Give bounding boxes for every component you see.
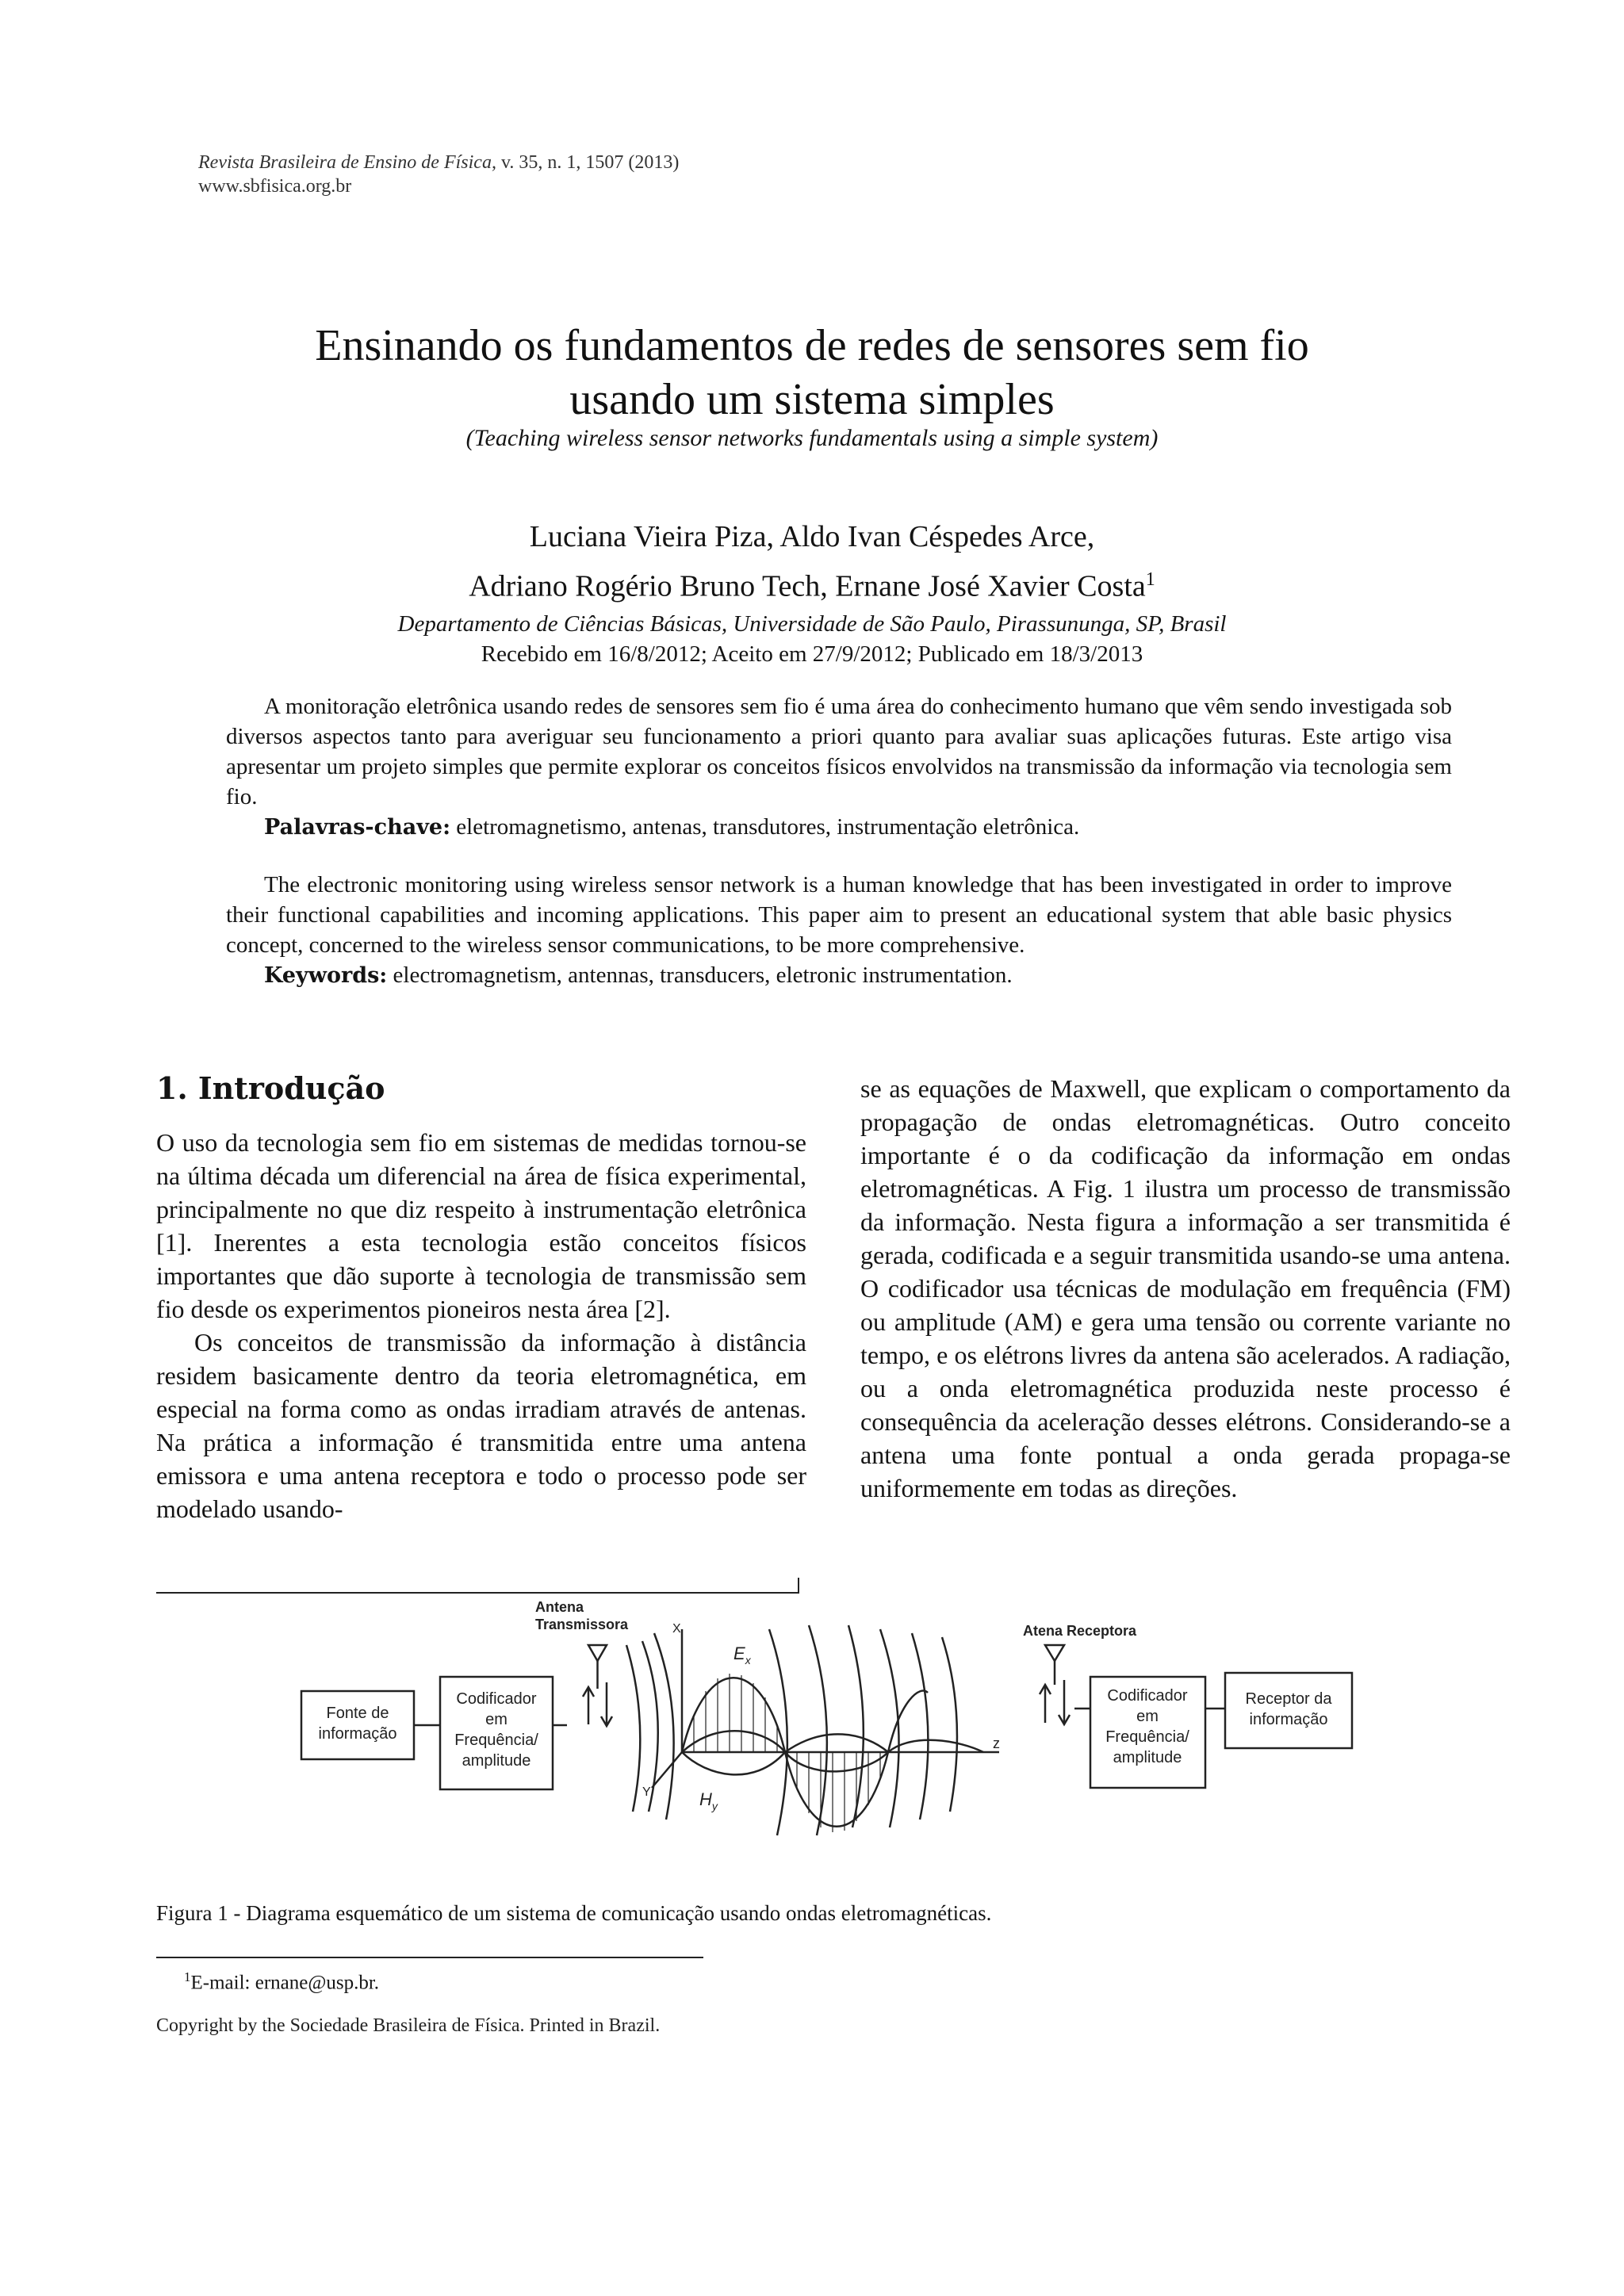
source-box-label-1: Fonte de xyxy=(326,1705,389,1722)
tx-antenna-icon xyxy=(588,1645,607,1661)
antenna-tx-label-2: Transmissora xyxy=(535,1617,629,1632)
encoder-rx-label-2: em xyxy=(1136,1708,1159,1725)
antenna-tx-label-1: Antena xyxy=(535,1599,584,1615)
keywords-en-values: electromagnetism, antennas, transducers, eletronic instrumentation. xyxy=(387,962,1013,988)
abstract-portuguese xyxy=(226,691,1452,843)
section-heading: 1. Introdução xyxy=(156,1070,385,1106)
author-footnote-mark: 1 xyxy=(1145,569,1155,590)
paper-subtitle: (Teaching wireless sensor networks fundamentals using a simple system) xyxy=(465,425,1159,451)
intro-paragraph-1: O uso da tecnologia sem fio em sistemas de medidas tornou-se na última década um diferencial na área de física experimental, principalmente no que diz respeito à instrumentação eletrônica [1]. Inerentes a esta tecnologia estão conceitos físicos importantes que dão suporte à tecnologia de transmissão sem fio desde os experimentos pioneiros nesta área [2]. xyxy=(156,1128,806,1323)
encoder-tx-label-4: amplitude xyxy=(462,1752,531,1770)
intro-paragraph-3: se as equações de Maxwell, que explicam o comportamento da propagação de ondas eletromagnéticas. Outro conceito importante é o da codificação da informação em ondas eletromagnéticas. A Fig. 1 ilustra um processo de transmissão da informação. Nesta figura a informação a ser transmitida é gerada, codificada e a seguir transmitida usando-se uma antena. O codificador usa técnicas de modulação em frequência (FM) ou amplitude (AM) e gera uma tensão ou corrente variante no tempo, e os elétrons livres da antena são acelerados. A radiação, ou a onda eletromagnética produzida neste processo é consequência da aceleração desses elétrons. Considerando-se a antena uma fonte pontual a onda gerada propaga-se uniformemente em todas as direções. xyxy=(860,1074,1511,1502)
department: Departamento de Ciências Básicas, Universidade de São Paulo, Pirassununga, SP, Brasil xyxy=(397,611,1227,637)
abstract-en-text: The electronic monitoring using wireless sensor network is a human knowledge that has been investigated in order to improve their functional capabilities and incoming applications. This paper aim to present an educational system that able basic physics concept, concerned to the wireless sensor communications, to be more comprehensive. xyxy=(226,872,1452,958)
axis-z-label: z xyxy=(993,1735,1000,1751)
footnote-rule xyxy=(156,1957,703,1958)
rx-antenna-icon xyxy=(1045,1645,1064,1661)
figure-1-diagram xyxy=(293,1598,1372,1871)
journal-website: www.sbfisica.org.br xyxy=(198,176,352,197)
axis-x-label: X xyxy=(672,1622,681,1636)
encoder-tx-label-1: Codificador xyxy=(456,1690,537,1708)
antenna-rx-label: Atena Receptora xyxy=(1023,1623,1137,1639)
axis-y-label: Y xyxy=(642,1785,651,1799)
paper-title xyxy=(0,319,1624,427)
title-line-1: Ensinando os fundamentos de redes de sensores sem fio xyxy=(315,321,1309,370)
encoder-tx-label-2: em xyxy=(485,1711,508,1728)
figure-caption: Figura 1 - Diagrama esquemático de um sistema de comunicação usando ondas eletromagnéticas. xyxy=(156,1901,992,1925)
keywords-pt xyxy=(226,812,1452,843)
footnote-mark: 1 xyxy=(184,1969,191,1984)
encoder-rx-label-3: Frequência/ xyxy=(1105,1728,1189,1746)
copyright-notice: Copyright by the Sociedade Brasileira de Física. Printed in Brazil. xyxy=(156,2015,661,2036)
journal-name: Revista Brasileira de Ensino de Física, xyxy=(198,152,496,173)
footnote xyxy=(184,1969,379,1994)
receiver-box-label-1: Receptor da xyxy=(1245,1690,1332,1708)
source-box-label-2: informação xyxy=(318,1725,397,1743)
abstract-pt-text: A monitoração eletrônica usando redes de sensores sem fio é uma área do conhecimento humano que vêm sendo investigada sob diversos aspectos tanto para averiguar seu funcionamento a priori quanto para avaliar suas aplicações futuras. Este artigo visa apresentar um projeto simples que permite explorar os conceitos físicos envolvidos na transmissão da informação via tecnologia sem fio. xyxy=(226,694,1452,809)
h-field-label: $H_y$ xyxy=(699,1789,718,1812)
keywords-pt-values: eletromagnetismo, antenas, transdutores, instrumentação eletrônica. xyxy=(450,814,1080,840)
journal-citation: v. 35, n. 1, 1507 (2013) xyxy=(496,152,680,173)
publication-dates: Recebido em 16/8/2012; Aceito em 27/9/2012; Publicado em 18/3/2013 xyxy=(481,641,1143,667)
column-end-rule xyxy=(156,1592,799,1594)
abstract-english xyxy=(226,870,1452,991)
column-end-tick xyxy=(798,1578,799,1594)
encoder-rx-label-1: Codificador xyxy=(1107,1687,1188,1705)
authors-line-1: Luciana Vieira Piza, Aldo Ivan Céspedes Arce, xyxy=(529,520,1095,553)
left-column xyxy=(156,1126,806,1525)
affiliation-block xyxy=(0,609,1624,669)
author-list xyxy=(0,515,1624,608)
keywords-en xyxy=(226,960,1452,991)
receiver-box-label-2: informação xyxy=(1249,1711,1328,1728)
encoder-rx-label-4: amplitude xyxy=(1113,1749,1182,1766)
title-line-2: usando um sistema simples xyxy=(569,375,1055,424)
authors-line-2: Adriano Rogério Bruno Tech, Ernane José Xavier Costa xyxy=(469,569,1146,603)
footnote-email: E-mail: ernane@usp.br. xyxy=(190,1972,380,1994)
e-field-label: $E_x$ xyxy=(733,1644,751,1667)
right-column xyxy=(860,1072,1511,1505)
keywords-pt-label: Palavras-chave: xyxy=(264,815,451,840)
running-header xyxy=(198,151,679,198)
intro-paragraph-2: Os conceitos de transmissão da informação à distância residem basicamente dentro da teoria eletromagnética, em especial na forma como as ondas irradiam através de antenas. Na prática a informação é transmitida entre uma antena emissora e uma antena receptora e todo o processo pode ser modelado usando- xyxy=(156,1328,806,1523)
encoder-tx-label-3: Frequência/ xyxy=(454,1732,538,1749)
keywords-en-label: Keywords: xyxy=(264,963,388,988)
